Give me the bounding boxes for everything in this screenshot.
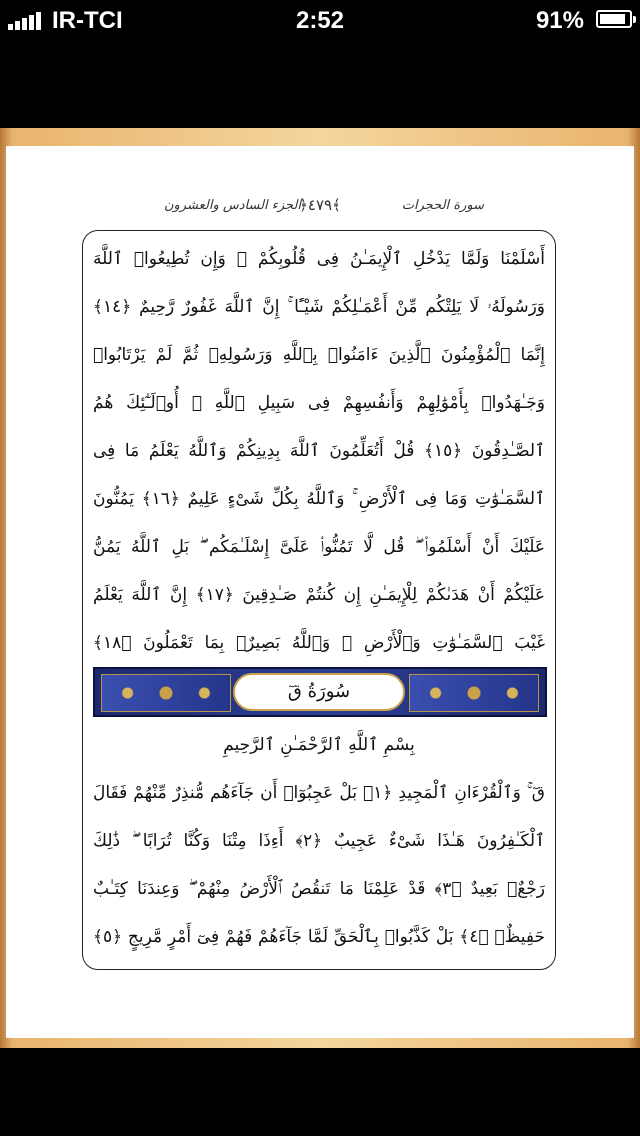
battery-percentage: 91% <box>535 7 584 34</box>
verse-line: غَيْبَ ٱلسَّمَـٰوَٰتِ وَٱلْأَرْضِ ۚ وَٱللَّهُ بَصِيرٌۢ بِمَا تَعْمَلُونَ ﴿١٨﴾ <box>93 633 545 653</box>
status-time: 2:52 <box>295 7 345 34</box>
page-header <box>6 190 634 230</box>
quran-text-box <box>82 230 556 970</box>
surah-title: سُورَةُ قٓ <box>233 673 405 711</box>
battery-icon <box>596 10 632 28</box>
juz-label: الجزء السادس والعشرون <box>164 198 302 213</box>
verse-line: ٱلسَّمَـٰوَٰتِ وَمَا فِى ٱلْأَرْضِ ۚ وَٱللَّهُ بِكُلِّ شَىْءٍ عَلِيمٌ ﴿١٦﴾ يَمُنُّونَ <box>93 489 545 509</box>
bottom-bar <box>0 1048 640 1136</box>
surah-banner <box>93 667 547 717</box>
page-number: ﴿٤٧٩﴾ <box>299 196 341 214</box>
page-frame <box>0 128 640 1048</box>
verse-line: وَجَـٰهَدُوا۟ بِأَمْوَٰلِهِمْ وَأَنفُسِهِمْ فِى سَبِيلِ ٱللَّهِ ۚ أُو۟لَـٰٓئِكَ هُمُ <box>93 393 545 413</box>
status-bar <box>0 0 640 40</box>
verse-line: إِنَّمَا ٱلْمُؤْمِنُونَ ٱلَّذِينَ ءَامَنُوا۟ بِٱللَّهِ وَرَسُولِهِۦ ثُمَّ لَمْ يَرْتَابُوا۟ <box>93 345 545 365</box>
carrier-name: IR-TCI <box>52 7 123 34</box>
verse-line: ٱلْكَـٰفِرُونَ هَـٰذَا شَىْءٌ عَجِيبٌ ﴿٢﴾ أَءِذَا مِتْنَا وَكُنَّا تُرَابًا ۖ ذَٰلِكَ <box>93 831 545 851</box>
verse-line: عَلَيْكَ أَنْ أَسْلَمُوا۟ ۖ قُل لَّا تَمُنُّوا۟ عَلَىَّ إِسْلَـٰمَكُم ۖ بَلِ ٱللَّهُ يَمُنُّ <box>93 537 545 557</box>
verse-line: عَلَيْكُمْ أَنْ هَدَىٰكُمْ لِلْإِيمَـٰنِ إِن كُنتُمْ صَـٰدِقِينَ ﴿١٧﴾ إِنَّ ٱللَّهَ يَعْلَمُ <box>93 585 545 605</box>
banner-ornament-icon <box>101 674 231 712</box>
verse-line: قٓ ۚ وَٱلْقُرْءَانِ ٱلْمَجِيدِ ﴿١﴾ بَلْ عَجِبُوٓا۟ أَن جَآءَهُم مُّنذِرٌ مِّنْهُمْ فَقَالَ <box>93 783 545 803</box>
verse-line: أَسْلَمْنَا وَلَمَّا يَدْخُلِ ٱلْإِيمَـٰنُ فِى قُلُوبِكُمْ ۖ وَإِن تُطِيعُوا۟ ٱللَّهَ <box>93 249 545 269</box>
surah-label: سورة الحجرات <box>401 198 484 213</box>
verse-line: حَفِيظٌۢ ﴿٤﴾ بَلْ كَذَّبُوا۟ بِٱلْحَقِّ لَمَّا جَآءَهُمْ فَهُمْ فِىٓ أَمْرٍ مَّرِيجٍ ﴿٥﴾ <box>93 927 545 947</box>
mushaf-page[interactable] <box>6 146 634 1038</box>
basmala: بِسْمِ ٱللَّهِ ٱلرَّحْمَـٰنِ ٱلرَّحِيمِ <box>223 735 415 755</box>
banner-ornament-icon <box>409 674 539 712</box>
verse-line: ٱلصَّـٰدِقُونَ ﴿١٥﴾ قُلْ أَتُعَلِّمُونَ ٱللَّهَ بِدِينِكُمْ وَٱللَّهُ يَعْلَمُ مَا فِى <box>93 441 545 461</box>
verse-line: وَرَسُولَهُۥ لَا يَلِتْكُم مِّنْ أَعْمَـٰلِكُمْ شَيْـًٔا ۚ إِنَّ ٱللَّهَ غَفُورٌ رَّحِيمٌ ﴿١٤﴾ <box>93 297 545 317</box>
verse-line: رَجْعٌۢ بَعِيدٌ ﴿٣﴾ قَدْ عَلِمْنَا مَا تَنقُصُ ٱلْأَرْضُ مِنْهُمْ ۖ وَعِندَنَا كِتَـٰبٌ <box>93 879 545 899</box>
